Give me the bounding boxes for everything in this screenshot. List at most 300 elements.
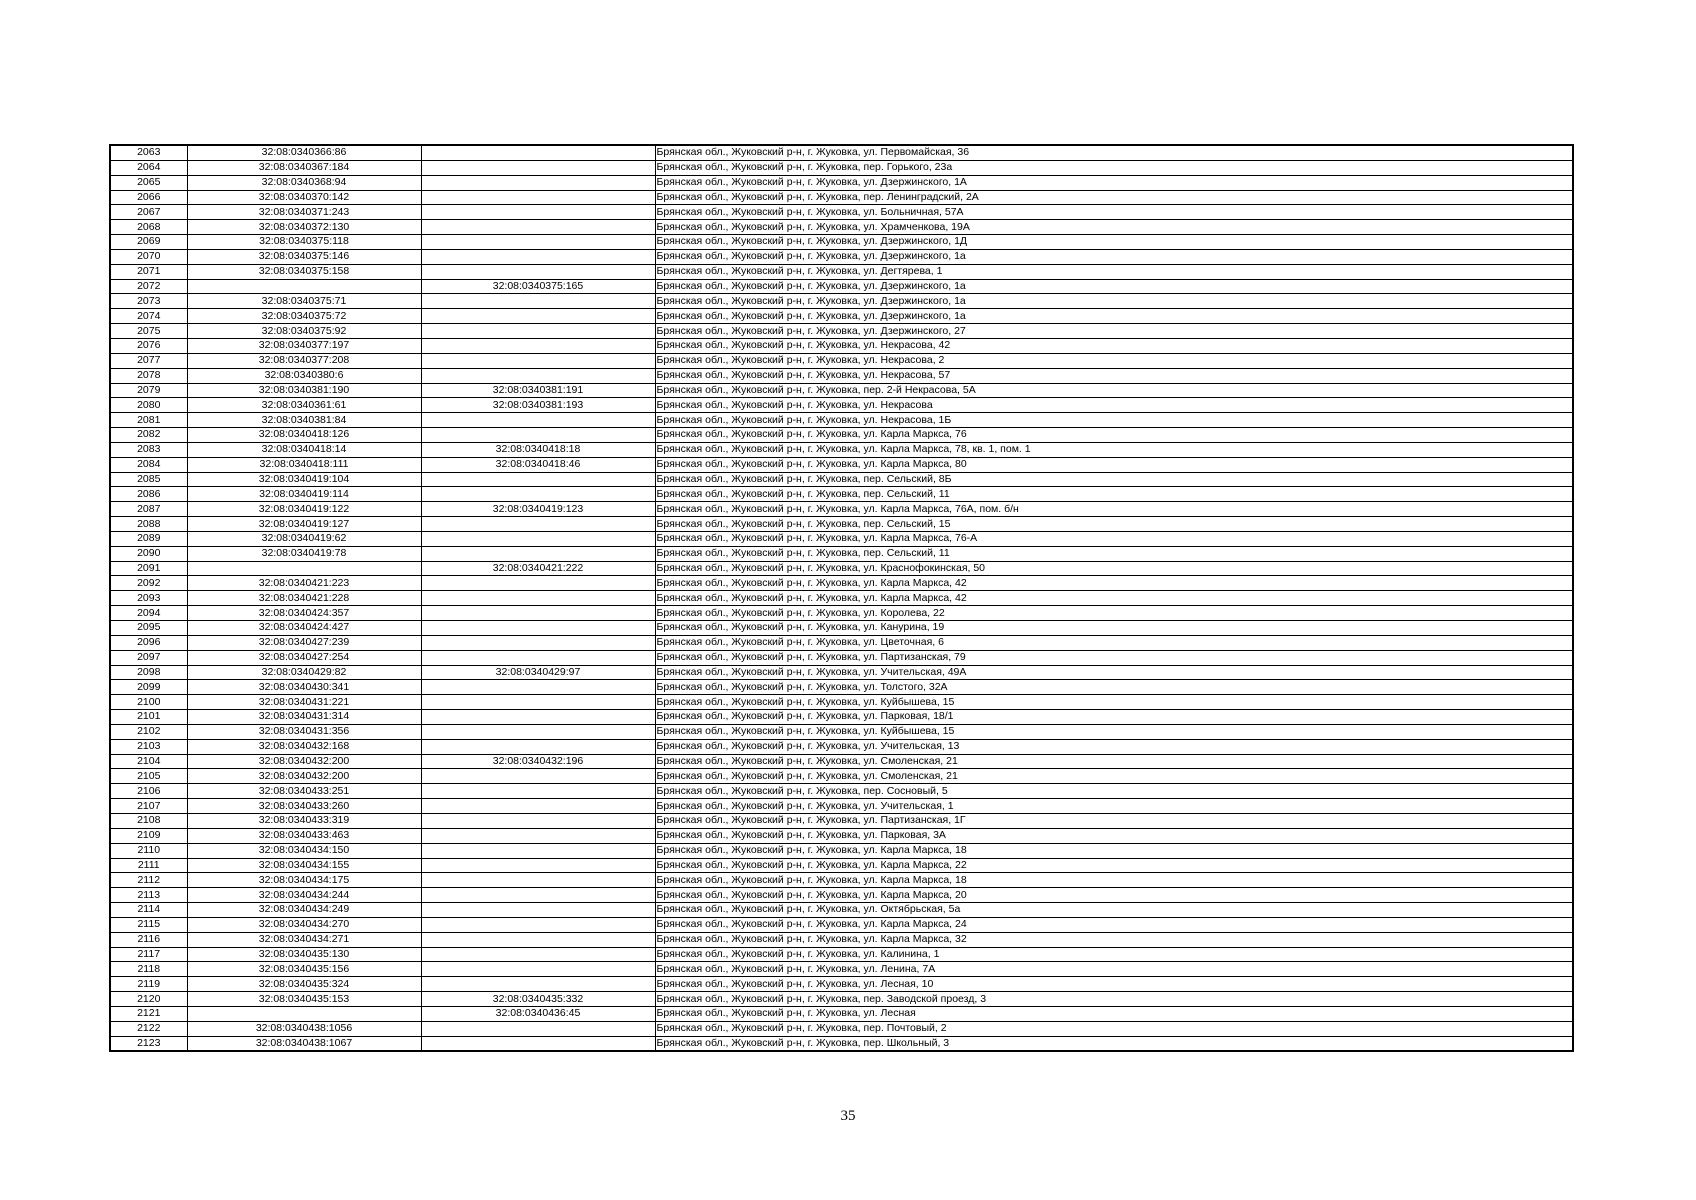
table-row	[110, 398, 1573, 413]
related-cadastral-number-cell: 32:08:0340435:332	[421, 992, 655, 1007]
table-row	[110, 531, 1573, 546]
related-cadastral-number-cell	[421, 487, 655, 502]
table-row	[110, 650, 1573, 665]
table-row	[110, 546, 1573, 561]
cadastral-number-cell: 32:08:0340361:61	[187, 398, 421, 413]
table-row	[110, 888, 1573, 903]
table-row	[110, 1021, 1573, 1036]
address-cell: Брянская обл., Жуковский р-н, г. Жуковка, ул. Некрасова, 2	[655, 353, 1573, 368]
table-row	[110, 1036, 1573, 1051]
row-number-cell: 2090	[110, 546, 187, 561]
related-cadastral-number-cell	[421, 413, 655, 428]
cadastral-number-cell: 32:08:0340434:249	[187, 903, 421, 918]
row-number-cell: 2123	[110, 1036, 187, 1051]
related-cadastral-number-cell	[421, 324, 655, 339]
cadastral-number-cell: 32:08:0340434:175	[187, 873, 421, 888]
cadastral-number-cell: 32:08:0340366:86	[187, 145, 421, 160]
address-cell: Брянская обл., Жуковский р-н, г. Жуковка, ул. Карла Маркса, 18	[655, 843, 1573, 858]
address-cell: Брянская обл., Жуковский р-н, г. Жуковка, ул. Карла Маркса, 24	[655, 917, 1573, 932]
address-cell: Брянская обл., Жуковский р-н, г. Жуковка, ул. Смоленская, 21	[655, 754, 1573, 769]
row-number-cell: 2112	[110, 873, 187, 888]
related-cadastral-number-cell	[421, 621, 655, 636]
table-row	[110, 294, 1573, 309]
related-cadastral-number-cell	[421, 695, 655, 710]
address-cell: Брянская обл., Жуковский р-н, г. Жуковка, пер. Сельский, 15	[655, 517, 1573, 532]
related-cadastral-number-cell	[421, 264, 655, 279]
address-cell: Брянская обл., Жуковский р-н, г. Жуковка, ул. Смоленская, 21	[655, 769, 1573, 784]
table-row	[110, 383, 1573, 398]
address-cell: Брянская обл., Жуковский р-н, г. Жуковка, ул. Толстого, 32А	[655, 680, 1573, 695]
address-cell: Брянская обл., Жуковский р-н, г. Жуковка, ул. Канурина, 19	[655, 621, 1573, 636]
address-cell: Брянская обл., Жуковский р-н, г. Жуковка, пер. Сельский, 11	[655, 487, 1573, 502]
table-row	[110, 517, 1573, 532]
related-cadastral-number-cell	[421, 784, 655, 799]
table-row	[110, 784, 1573, 799]
row-number-cell: 2074	[110, 309, 187, 324]
related-cadastral-number-cell	[421, 932, 655, 947]
related-cadastral-number-cell	[421, 635, 655, 650]
address-cell: Брянская обл., Жуковский р-н, г. Жуковка, ул. Парковая, 18/1	[655, 710, 1573, 725]
related-cadastral-number-cell	[421, 353, 655, 368]
related-cadastral-number-cell	[421, 680, 655, 695]
related-cadastral-number-cell	[421, 294, 655, 309]
row-number-cell: 2103	[110, 739, 187, 754]
table-row	[110, 457, 1573, 472]
cadastral-number-cell: 32:08:0340434:244	[187, 888, 421, 903]
table-row	[110, 472, 1573, 487]
table-row	[110, 858, 1573, 873]
address-cell: Брянская обл., Жуковский р-н, г. Жуковка, ул. Дзержинского, 1Д	[655, 235, 1573, 250]
table-row	[110, 576, 1573, 591]
table-row	[110, 368, 1573, 383]
cadastral-number-cell: 32:08:0340432:200	[187, 754, 421, 769]
address-cell: Брянская обл., Жуковский р-н, г. Жуковка, ул. Куйбышева, 15	[655, 724, 1573, 739]
cadastral-number-cell: 32:08:0340419:104	[187, 472, 421, 487]
table-row	[110, 917, 1573, 932]
table-row	[110, 813, 1573, 828]
related-cadastral-number-cell	[421, 962, 655, 977]
row-number-cell: 2114	[110, 903, 187, 918]
row-number-cell: 2066	[110, 190, 187, 205]
cadastral-number-cell: 32:08:0340370:142	[187, 190, 421, 205]
table-row	[110, 799, 1573, 814]
cadastral-number-cell: 32:08:0340434:271	[187, 932, 421, 947]
address-cell: Брянская обл., Жуковский р-н, г. Жуковка, ул. Дзержинского, 1а	[655, 249, 1573, 264]
row-number-cell: 2063	[110, 145, 187, 160]
related-cadastral-number-cell: 32:08:0340421:222	[421, 561, 655, 576]
cadastral-number-cell: 32:08:0340424:357	[187, 606, 421, 621]
related-cadastral-number-cell	[421, 190, 655, 205]
row-number-cell: 2078	[110, 368, 187, 383]
cadastral-number-cell: 32:08:0340438:1056	[187, 1021, 421, 1036]
related-cadastral-number-cell: 32:08:0340381:193	[421, 398, 655, 413]
row-number-cell: 2084	[110, 457, 187, 472]
address-cell: Брянская обл., Жуковский р-н, г. Жуковка, ул. Некрасова, 1Б	[655, 413, 1573, 428]
address-cell: Брянская обл., Жуковский р-н, г. Жуковка, ул. Ленина, 7А	[655, 962, 1573, 977]
table-row	[110, 190, 1573, 205]
cadastral-number-cell: 32:08:0340419:62	[187, 531, 421, 546]
table-row	[110, 680, 1573, 695]
table-row	[110, 175, 1573, 190]
row-number-cell: 2119	[110, 977, 187, 992]
table-row	[110, 769, 1573, 784]
cadastral-number-cell: 32:08:0340419:127	[187, 517, 421, 532]
row-number-cell: 2099	[110, 680, 187, 695]
related-cadastral-number-cell	[421, 888, 655, 903]
table-row	[110, 947, 1573, 962]
related-cadastral-number-cell: 32:08:0340381:191	[421, 383, 655, 398]
cadastral-number-cell: 32:08:0340431:314	[187, 710, 421, 725]
address-cell: Брянская обл., Жуковский р-н, г. Жуковка, ул. Первомайская, 36	[655, 145, 1573, 160]
table-row	[110, 205, 1573, 220]
related-cadastral-number-cell	[421, 947, 655, 962]
related-cadastral-number-cell	[421, 1036, 655, 1051]
address-cell: Брянская обл., Жуковский р-н, г. Жуковка, ул. Карла Маркса, 80	[655, 457, 1573, 472]
related-cadastral-number-cell: 32:08:0340429:97	[421, 665, 655, 680]
related-cadastral-number-cell	[421, 873, 655, 888]
address-cell: Брянская обл., Жуковский р-н, г. Жуковка, ул. Партизанская, 1Г	[655, 813, 1573, 828]
table-row	[110, 962, 1573, 977]
address-cell: Брянская обл., Жуковский р-н, г. Жуковка, ул. Краснофокинская, 50	[655, 561, 1573, 576]
row-number-cell: 2116	[110, 932, 187, 947]
table-row	[110, 992, 1573, 1007]
cadastral-number-cell: 32:08:0340381:84	[187, 413, 421, 428]
cadastral-number-cell: 32:08:0340435:153	[187, 992, 421, 1007]
related-cadastral-number-cell	[421, 175, 655, 190]
row-number-cell: 2110	[110, 843, 187, 858]
related-cadastral-number-cell	[421, 977, 655, 992]
table-row	[110, 724, 1573, 739]
cadastral-number-cell: 32:08:0340438:1067	[187, 1036, 421, 1051]
cadastral-number-cell: 32:08:0340433:319	[187, 813, 421, 828]
row-number-cell: 2067	[110, 205, 187, 220]
address-cell: Брянская обл., Жуковский р-н, г. Жуковка, ул. Лесная, 10	[655, 977, 1573, 992]
row-number-cell: 2093	[110, 591, 187, 606]
row-number-cell: 2068	[110, 220, 187, 235]
related-cadastral-number-cell	[421, 160, 655, 175]
row-number-cell: 2100	[110, 695, 187, 710]
address-cell: Брянская обл., Жуковский р-н, г. Жуковка, ул. Партизанская, 79	[655, 650, 1573, 665]
row-number-cell: 2098	[110, 665, 187, 680]
table-row	[110, 1006, 1573, 1021]
related-cadastral-number-cell: 32:08:0340436:45	[421, 1006, 655, 1021]
address-cell: Брянская обл., Жуковский р-н, г. Жуковка, пер. Сельский, 11	[655, 546, 1573, 561]
cadastral-number-cell: 32:08:0340367:184	[187, 160, 421, 175]
related-cadastral-number-cell	[421, 650, 655, 665]
cadastral-number-cell: 32:08:0340375:71	[187, 294, 421, 309]
address-cell: Брянская обл., Жуковский р-н, г. Жуковка, ул. Дегтярева, 1	[655, 264, 1573, 279]
row-number-cell: 2075	[110, 324, 187, 339]
related-cadastral-number-cell: 32:08:0340418:18	[421, 442, 655, 457]
row-number-cell: 2071	[110, 264, 187, 279]
cadastral-number-cell: 32:08:0340432:200	[187, 769, 421, 784]
cadastral-number-cell: 32:08:0340421:228	[187, 591, 421, 606]
cadastral-number-cell: 32:08:0340380:6	[187, 368, 421, 383]
table-row	[110, 145, 1573, 160]
row-number-cell: 2072	[110, 279, 187, 294]
table-row	[110, 235, 1573, 250]
table-row	[110, 249, 1573, 264]
table-row	[110, 338, 1573, 353]
related-cadastral-number-cell: 32:08:0340375:165	[421, 279, 655, 294]
row-number-cell: 2107	[110, 799, 187, 814]
cadastral-number-cell	[187, 1006, 421, 1021]
related-cadastral-number-cell	[421, 828, 655, 843]
cadastral-number-cell: 32:08:0340419:114	[187, 487, 421, 502]
related-cadastral-number-cell: 32:08:0340419:123	[421, 502, 655, 517]
row-number-cell: 2121	[110, 1006, 187, 1021]
address-cell: Брянская обл., Жуковский р-н, г. Жуковка, пер. Почтовый, 2	[655, 1021, 1573, 1036]
cadastral-number-cell: 32:08:0340375:92	[187, 324, 421, 339]
related-cadastral-number-cell	[421, 531, 655, 546]
property-registry-table	[109, 144, 1574, 1052]
row-number-cell: 2118	[110, 962, 187, 977]
row-number-cell: 2106	[110, 784, 187, 799]
cadastral-number-cell: 32:08:0340434:150	[187, 843, 421, 858]
cadastral-number-cell: 32:08:0340432:168	[187, 739, 421, 754]
row-number-cell: 2102	[110, 724, 187, 739]
cadastral-number-cell: 32:08:0340435:156	[187, 962, 421, 977]
row-number-cell: 2070	[110, 249, 187, 264]
table-row	[110, 665, 1573, 680]
table-row	[110, 428, 1573, 443]
cadastral-number-cell: 32:08:0340418:111	[187, 457, 421, 472]
address-cell: Брянская обл., Жуковский р-н, г. Жуковка, ул. Куйбышева, 15	[655, 695, 1573, 710]
address-cell: Брянская обл., Жуковский р-н, г. Жуковка, ул. Карла Маркса, 78, кв. 1, пом. 1	[655, 442, 1573, 457]
row-number-cell: 2113	[110, 888, 187, 903]
address-cell: Брянская обл., Жуковский р-н, г. Жуковка, ул. Дзержинского, 1а	[655, 294, 1573, 309]
address-cell: Брянская обл., Жуковский р-н, г. Жуковка, ул. Карла Маркса, 76	[655, 428, 1573, 443]
cadastral-number-cell: 32:08:0340372:130	[187, 220, 421, 235]
cadastral-number-cell: 32:08:0340421:223	[187, 576, 421, 591]
row-number-cell: 2122	[110, 1021, 187, 1036]
cadastral-number-cell: 32:08:0340433:260	[187, 799, 421, 814]
address-cell: Брянская обл., Жуковский р-н, г. Жуковка, ул. Карла Маркса, 42	[655, 591, 1573, 606]
row-number-cell: 2087	[110, 502, 187, 517]
address-cell: Брянская обл., Жуковский р-н, г. Жуковка, ул. Карла Маркса, 76-А	[655, 531, 1573, 546]
cadastral-number-cell: 32:08:0340375:118	[187, 235, 421, 250]
address-cell: Брянская обл., Жуковский р-н, г. Жуковка, ул. Калинина, 1	[655, 947, 1573, 962]
row-number-cell: 2105	[110, 769, 187, 784]
address-cell: Брянская обл., Жуковский р-н, г. Жуковка, ул. Храмченкова, 19А	[655, 220, 1573, 235]
address-cell: Брянская обл., Жуковский р-н, г. Жуковка, ул. Лесная	[655, 1006, 1573, 1021]
address-cell: Брянская обл., Жуковский р-н, г. Жуковка, ул. Больничная, 57А	[655, 205, 1573, 220]
table-body	[110, 145, 1573, 1051]
related-cadastral-number-cell	[421, 472, 655, 487]
table-row	[110, 754, 1573, 769]
related-cadastral-number-cell	[421, 917, 655, 932]
related-cadastral-number-cell	[421, 309, 655, 324]
address-cell: Брянская обл., Жуковский р-н, г. Жуковка, ул. Учительская, 1	[655, 799, 1573, 814]
table-row	[110, 591, 1573, 606]
cadastral-number-cell: 32:08:0340433:251	[187, 784, 421, 799]
address-cell: Брянская обл., Жуковский р-н, г. Жуковка, ул. Королева, 22	[655, 606, 1573, 621]
address-cell: Брянская обл., Жуковский р-н, г. Жуковка, ул. Парковая, 3А	[655, 828, 1573, 843]
cadastral-number-cell: 32:08:0340427:254	[187, 650, 421, 665]
row-number-cell: 2115	[110, 917, 187, 932]
related-cadastral-number-cell	[421, 606, 655, 621]
row-number-cell: 2065	[110, 175, 187, 190]
related-cadastral-number-cell	[421, 249, 655, 264]
table-row	[110, 561, 1573, 576]
cadastral-number-cell: 32:08:0340377:197	[187, 338, 421, 353]
related-cadastral-number-cell	[421, 813, 655, 828]
row-number-cell: 2095	[110, 621, 187, 636]
cadastral-number-cell: 32:08:0340434:270	[187, 917, 421, 932]
related-cadastral-number-cell	[421, 724, 655, 739]
row-number-cell: 2076	[110, 338, 187, 353]
cadastral-number-cell: 32:08:0340419:122	[187, 502, 421, 517]
address-cell: Брянская обл., Жуковский р-н, г. Жуковка, ул. Карла Маркса, 18	[655, 873, 1573, 888]
table-row	[110, 843, 1573, 858]
related-cadastral-number-cell	[421, 428, 655, 443]
row-number-cell: 2109	[110, 828, 187, 843]
related-cadastral-number-cell	[421, 546, 655, 561]
cadastral-number-cell: 32:08:0340429:82	[187, 665, 421, 680]
row-number-cell: 2073	[110, 294, 187, 309]
related-cadastral-number-cell	[421, 1021, 655, 1036]
row-number-cell: 2101	[110, 710, 187, 725]
table-row	[110, 160, 1573, 175]
cadastral-number-cell: 32:08:0340431:221	[187, 695, 421, 710]
related-cadastral-number-cell	[421, 739, 655, 754]
address-cell: Брянская обл., Жуковский р-н, г. Жуковка, пер. Школьный, 3	[655, 1036, 1573, 1051]
table-row	[110, 710, 1573, 725]
cadastral-number-cell: 32:08:0340434:155	[187, 858, 421, 873]
row-number-cell: 2064	[110, 160, 187, 175]
table-row	[110, 932, 1573, 947]
address-cell: Брянская обл., Жуковский р-н, г. Жуковка, ул. Некрасова, 57	[655, 368, 1573, 383]
cadastral-number-cell: 32:08:0340418:126	[187, 428, 421, 443]
cadastral-number-cell: 32:08:0340418:14	[187, 442, 421, 457]
cadastral-number-cell: 32:08:0340381:190	[187, 383, 421, 398]
table-row	[110, 739, 1573, 754]
address-cell: Брянская обл., Жуковский р-н, г. Жуковка, ул. Дзержинского, 1а	[655, 279, 1573, 294]
row-number-cell: 2079	[110, 383, 187, 398]
table-row	[110, 220, 1573, 235]
address-cell: Брянская обл., Жуковский р-н, г. Жуковка, ул. Карла Маркса, 42	[655, 576, 1573, 591]
cadastral-number-cell	[187, 561, 421, 576]
address-cell: Брянская обл., Жуковский р-н, г. Жуковка, пер. Горького, 23а	[655, 160, 1573, 175]
related-cadastral-number-cell	[421, 368, 655, 383]
related-cadastral-number-cell	[421, 220, 655, 235]
table-row	[110, 413, 1573, 428]
cadastral-number-cell: 32:08:0340377:208	[187, 353, 421, 368]
row-number-cell: 2082	[110, 428, 187, 443]
table-row	[110, 873, 1573, 888]
cadastral-number-cell: 32:08:0340435:130	[187, 947, 421, 962]
row-number-cell: 2104	[110, 754, 187, 769]
related-cadastral-number-cell	[421, 710, 655, 725]
row-number-cell: 2120	[110, 992, 187, 1007]
related-cadastral-number-cell	[421, 591, 655, 606]
row-number-cell: 2085	[110, 472, 187, 487]
table-row	[110, 309, 1573, 324]
address-cell: Брянская обл., Жуковский р-н, г. Жуковка, пер. Сельский, 8Б	[655, 472, 1573, 487]
row-number-cell: 2096	[110, 635, 187, 650]
address-cell: Брянская обл., Жуковский р-н, г. Жуковка, ул. Некрасова	[655, 398, 1573, 413]
row-number-cell: 2081	[110, 413, 187, 428]
row-number-cell: 2086	[110, 487, 187, 502]
related-cadastral-number-cell	[421, 145, 655, 160]
table-row	[110, 442, 1573, 457]
related-cadastral-number-cell	[421, 576, 655, 591]
table-row	[110, 502, 1573, 517]
table-row	[110, 353, 1573, 368]
address-cell: Брянская обл., Жуковский р-н, г. Жуковка, ул. Карла Маркса, 20	[655, 888, 1573, 903]
address-cell: Брянская обл., Жуковский р-н, г. Жуковка, ул. Октябрьская, 5а	[655, 903, 1573, 918]
table-row	[110, 977, 1573, 992]
address-cell: Брянская обл., Жуковский р-н, г. Жуковка, ул. Карла Маркса, 76А, пом. б/н	[655, 502, 1573, 517]
address-cell: Брянская обл., Жуковский р-н, г. Жуковка, ул. Дзержинского, 27	[655, 324, 1573, 339]
address-cell: Брянская обл., Жуковский р-н, г. Жуковка, ул. Дзержинского, 1а	[655, 309, 1573, 324]
row-number-cell: 2080	[110, 398, 187, 413]
row-number-cell: 2117	[110, 947, 187, 962]
row-number-cell: 2097	[110, 650, 187, 665]
row-number-cell: 2092	[110, 576, 187, 591]
address-cell: Брянская обл., Жуковский р-н, г. Жуковка, пер. Ленинградский, 2А	[655, 190, 1573, 205]
row-number-cell: 2088	[110, 517, 187, 532]
cadastral-number-cell: 32:08:0340375:146	[187, 249, 421, 264]
table-row	[110, 279, 1573, 294]
table-row	[110, 635, 1573, 650]
row-number-cell: 2083	[110, 442, 187, 457]
related-cadastral-number-cell	[421, 517, 655, 532]
address-cell: Брянская обл., Жуковский р-н, г. Жуковка, ул. Карла Маркса, 32	[655, 932, 1573, 947]
cadastral-number-cell: 32:08:0340368:94	[187, 175, 421, 190]
address-cell: Брянская обл., Жуковский р-н, г. Жуковка, пер. Сосновый, 5	[655, 784, 1573, 799]
row-number-cell: 2069	[110, 235, 187, 250]
cadastral-number-cell: 32:08:0340430:341	[187, 680, 421, 695]
related-cadastral-number-cell	[421, 338, 655, 353]
cadastral-number-cell	[187, 279, 421, 294]
cadastral-number-cell: 32:08:0340375:72	[187, 309, 421, 324]
address-cell: Брянская обл., Жуковский р-н, г. Жуковка, ул. Учительская, 13	[655, 739, 1573, 754]
related-cadastral-number-cell	[421, 903, 655, 918]
table-row	[110, 621, 1573, 636]
row-number-cell: 2111	[110, 858, 187, 873]
row-number-cell: 2089	[110, 531, 187, 546]
table-row	[110, 487, 1573, 502]
related-cadastral-number-cell	[421, 799, 655, 814]
related-cadastral-number-cell	[421, 235, 655, 250]
address-cell: Брянская обл., Жуковский р-н, г. Жуковка, ул. Дзержинского, 1А	[655, 175, 1573, 190]
related-cadastral-number-cell	[421, 858, 655, 873]
related-cadastral-number-cell	[421, 769, 655, 784]
cadastral-number-cell: 32:08:0340433:463	[187, 828, 421, 843]
row-number-cell: 2094	[110, 606, 187, 621]
table-row	[110, 828, 1573, 843]
cadastral-number-cell: 32:08:0340435:324	[187, 977, 421, 992]
page-number: 35	[840, 1108, 856, 1124]
table-row	[110, 903, 1573, 918]
table-row	[110, 324, 1573, 339]
table-row	[110, 695, 1573, 710]
row-number-cell: 2077	[110, 353, 187, 368]
address-cell: Брянская обл., Жуковский р-н, г. Жуковка, ул. Цветочная, 6	[655, 635, 1573, 650]
related-cadastral-number-cell	[421, 205, 655, 220]
address-cell: Брянская обл., Жуковский р-н, г. Жуковка, ул. Учительская, 49А	[655, 665, 1573, 680]
cadastral-number-cell: 32:08:0340431:356	[187, 724, 421, 739]
address-cell: Брянская обл., Жуковский р-н, г. Жуковка, пер. 2-й Некрасова, 5А	[655, 383, 1573, 398]
address-cell: Брянская обл., Жуковский р-н, г. Жуковка, ул. Карла Маркса, 22	[655, 858, 1573, 873]
table-row	[110, 264, 1573, 279]
cadastral-number-cell: 32:08:0340375:158	[187, 264, 421, 279]
address-cell: Брянская обл., Жуковский р-н, г. Жуковка, ул. Некрасова, 42	[655, 338, 1573, 353]
cadastral-number-cell: 32:08:0340427:239	[187, 635, 421, 650]
row-number-cell: 2091	[110, 561, 187, 576]
cadastral-number-cell: 32:08:0340371:243	[187, 205, 421, 220]
